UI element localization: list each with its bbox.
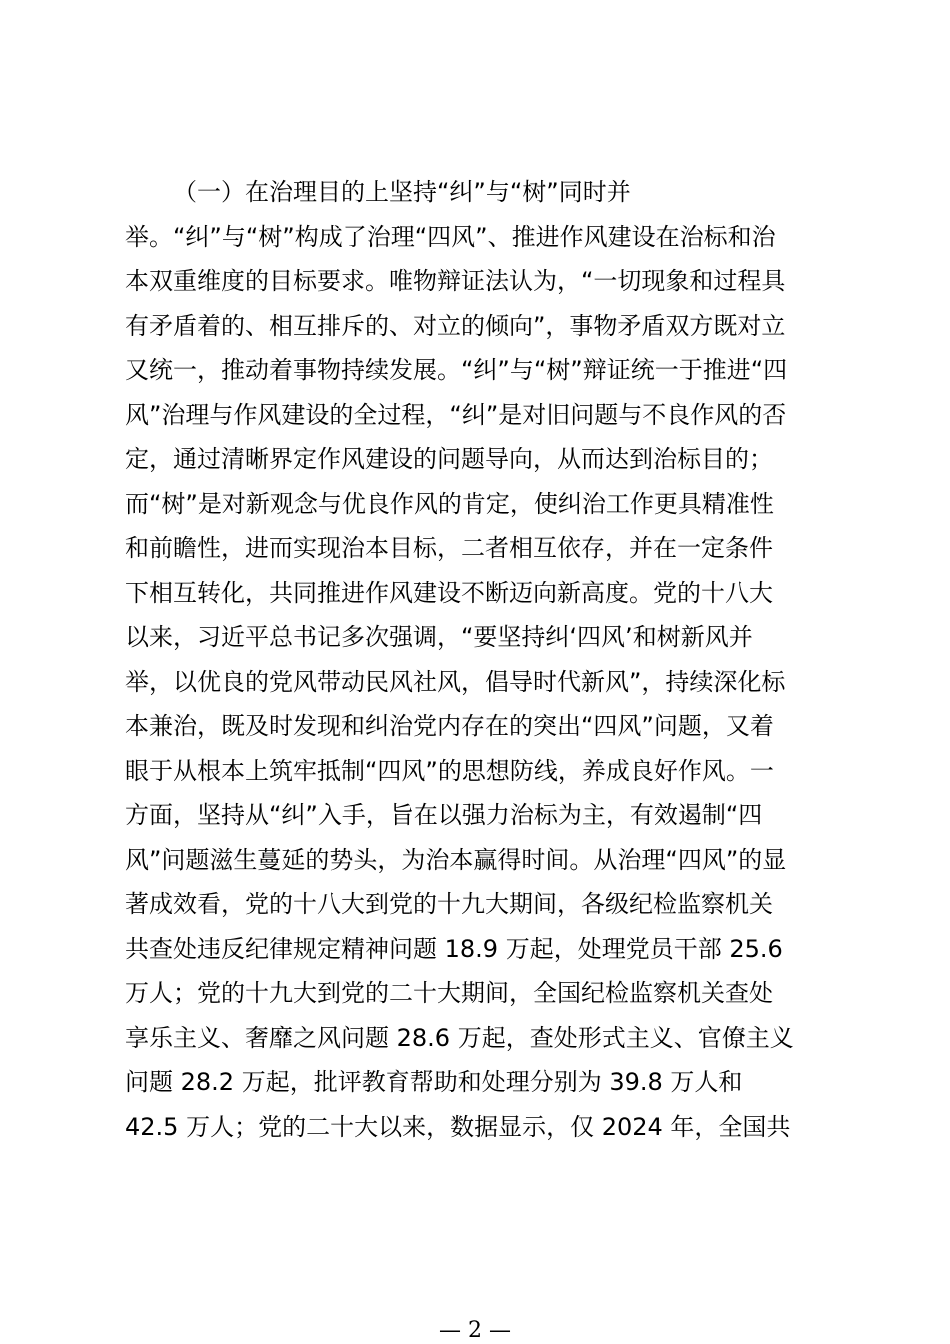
text-line: （一）在治理目的上坚持“纠”与“树”同时并 — [173, 178, 631, 206]
text-line: 眼于从根本上筑牢抵制“四风”的思想防线，养成良好作风。一 — [125, 756, 774, 785]
text-line: 万人；党的十九大到党的二十大期间，全国纪检监察机关查处 — [125, 979, 773, 1007]
text-line: 方面，坚持从“纠”入手，旨在以强力治标为主，有效遏制“四 — [125, 801, 763, 829]
text-line: 著成效看，党的十八大到党的十九大期间，各级纪检监察机关 — [125, 890, 773, 918]
text-line: 享乐主义、奢靡之风问题 28.6 万起，查处形式主义、官僚主义 — [125, 1023, 794, 1052]
text-line: 和前瞻性，进而实现治本目标，二者相互依存，并在一定条件 — [125, 534, 773, 562]
text-line: 本双重维度的目标要求。唯物辩证法认为，“一切现象和过程具 — [125, 267, 786, 295]
text-line: 而“树”是对新观念与优良作风的肯定，使纠治工作更具精准性 — [125, 489, 774, 518]
page-number: — 2 — — [439, 1318, 511, 1343]
text-line: 本兼治，既及时发现和纠治党内存在的突出“四风”问题，又着 — [125, 712, 774, 740]
text-line: 风”治理与作风建设的全过程，“纠”是对旧问题与不良作风的否 — [125, 400, 787, 429]
text-line: 风”问题滋生蔓延的势头，为治本赢得时间。从治理“四风”的显 — [125, 845, 787, 874]
text-line: 共查处违反纪律规定精神问题 18.9 万起，处理党员干部 25.6 — [125, 934, 783, 963]
text-line: 举，以优良的党风带动民风社风，倡导时代新风”，持续深化标 — [125, 667, 786, 696]
body-paragraph — [125, 170, 835, 1149]
text-line: 举。“纠”与“树”构成了治理“四风”、推进作风建设在治标和治 — [125, 222, 776, 251]
text-line: 定，通过清晰界定作风建设的问题导向，从而达到治标目的； — [125, 445, 773, 473]
text-line: 以来，习近平总书记多次强调，“要坚持纠‘四风’和树新风并 — [125, 623, 753, 651]
text-line: 又统一，推动着事物持续发展。“纠”与“树”辩证统一于推进“四 — [125, 356, 788, 384]
text-line: 下相互转化，共同推进作风建设不断迈向新高度。党的十八大 — [125, 578, 773, 607]
text-line: 问题 28.2 万起，批评教育帮助和处理分别为 39.8 万人和 — [125, 1068, 743, 1096]
text-line: 有矛盾着的、相互排斥的、对立的倾向”，事物矛盾双方既对立 — [125, 311, 786, 340]
text-line: 42.5 万人；党的二十大以来，数据显示，仅 2024 年，全国共 — [125, 1112, 791, 1141]
